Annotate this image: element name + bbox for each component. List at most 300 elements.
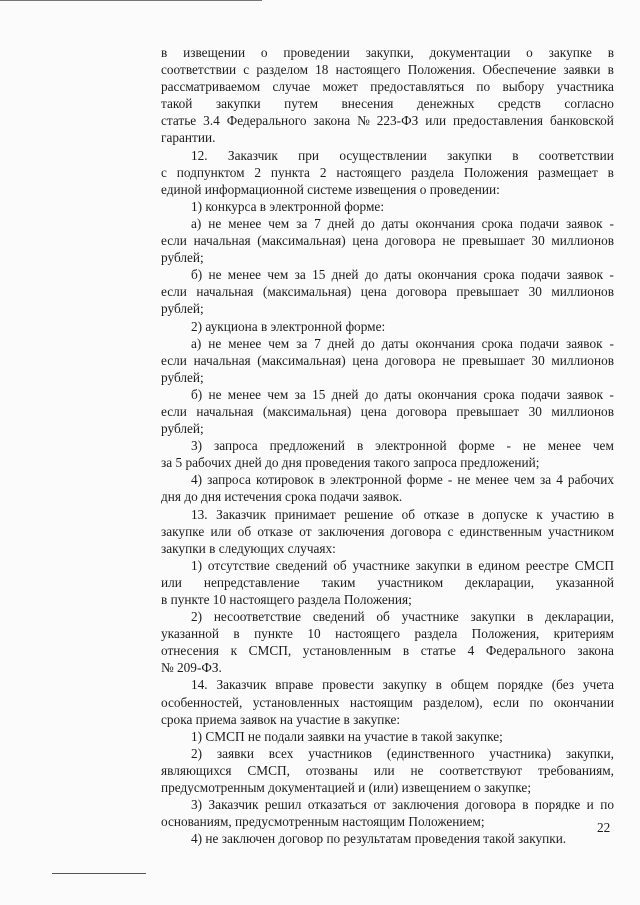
text-word: разделом [256, 62, 309, 78]
text-word: а) [191, 215, 202, 231]
text-word: об [237, 523, 252, 539]
text-word: 13. [191, 506, 208, 522]
text-word: электронной [375, 438, 447, 454]
text-line [161, 506, 614, 523]
text-word: 2) [191, 609, 203, 625]
text-word: закона [313, 113, 351, 129]
text-word: не [208, 267, 222, 283]
text-word: раздела [414, 626, 458, 642]
text-word: средств [497, 96, 541, 112]
text-word: допуске [482, 506, 528, 522]
text-word: если [493, 694, 520, 710]
text-word: в [512, 147, 519, 163]
text-word: единственным [459, 523, 542, 539]
text-line [161, 745, 614, 762]
text-word: чем [267, 267, 289, 283]
text-line [161, 283, 614, 300]
text-word: по [529, 694, 544, 710]
text-line: № 209-ФЗ. [161, 660, 222, 676]
text-word: особенностей, [161, 694, 243, 710]
text-word: закупки [470, 609, 516, 625]
text-word: до [361, 215, 375, 231]
text-word: рабочих [567, 472, 614, 488]
text-word: решил [264, 797, 302, 813]
text-word: в [435, 677, 442, 693]
text-word: миллионов [551, 284, 614, 300]
text-word: отказаться [307, 797, 368, 813]
text-word: 4 [467, 643, 475, 659]
text-word: даты [381, 335, 409, 351]
text-word: к [230, 643, 238, 659]
text-word: подпунктом [176, 164, 245, 180]
text-word: в [607, 164, 614, 180]
text-word: проведении [283, 45, 350, 60]
text-line [161, 694, 614, 711]
text-word: Заказчик [216, 506, 267, 522]
text-word: являющихся [161, 762, 232, 778]
text-line [161, 574, 614, 591]
text-line: дня до дня истечения срока подачи заявок. [161, 489, 403, 505]
text-word: требованиям, [537, 762, 614, 778]
text-line [161, 164, 614, 181]
text-word: договора [465, 797, 516, 813]
text-word: за [294, 386, 306, 402]
text-word: закупки, [565, 745, 614, 761]
text-word: окончания [415, 215, 475, 231]
text-word: окончании [553, 694, 614, 710]
text-word: превышает [456, 284, 520, 300]
text-word: 15 [312, 386, 326, 402]
text-word: не [410, 762, 424, 778]
text-word: указанной [556, 574, 614, 590]
text-word: 30 [528, 284, 542, 300]
text-word: договора [385, 233, 436, 249]
text-word: 3) [191, 797, 203, 813]
text-word: дней [331, 386, 359, 402]
text-word: закупки [447, 147, 492, 163]
text-word: за [296, 215, 308, 231]
text-word: чем [592, 438, 614, 454]
text-word: в [402, 643, 410, 659]
text-word: чем [268, 335, 290, 351]
text-line: гарантии. [161, 130, 216, 146]
text-word: указанной [161, 626, 219, 642]
text-word: даты [381, 215, 409, 231]
text-word: при [298, 147, 320, 163]
text-line: закупки в следующих случаях: [161, 540, 336, 556]
text-word: осуществлении [339, 147, 427, 163]
text-word: заключения [392, 797, 459, 813]
text-line: срока приема заявок на участие в закупке: [161, 711, 401, 727]
text-word: за [296, 335, 308, 351]
text-word: менее [227, 386, 262, 402]
text-word: 30 [531, 233, 545, 249]
text-line [161, 471, 614, 488]
text-word: срока [481, 215, 513, 231]
text-word: разделом), [423, 694, 483, 710]
text-line [161, 403, 614, 420]
text-line [161, 557, 614, 574]
text-word: срока [481, 335, 513, 351]
text-word: превышает [462, 233, 525, 249]
text-word: об [333, 557, 347, 573]
text-word: отказе [423, 506, 460, 522]
text-word: 30 [531, 352, 545, 368]
text-word: рассматриваемом [161, 79, 261, 95]
text-word: решение [344, 506, 394, 522]
text-word: Обеспечение [482, 62, 557, 78]
text-word: участнике [401, 609, 459, 625]
text-word: участнике [352, 557, 410, 573]
text-word: принимает [274, 506, 336, 522]
text-line: единой информационной системе извещения о проведении: [161, 181, 500, 197]
text-word: сведений [312, 609, 365, 625]
text-word: путем [284, 96, 319, 112]
text-word: - [609, 386, 614, 402]
text-word: начальная [193, 352, 251, 368]
text-word: настоящего [335, 62, 401, 78]
text-word: срока [483, 386, 515, 402]
text-word: Положения. [407, 62, 476, 78]
text-word: предложений [269, 438, 346, 454]
text-word: менее [228, 215, 262, 231]
text-line [161, 147, 614, 164]
text-word: цена [360, 284, 387, 300]
text-word: от [299, 523, 312, 539]
text-word: несоответствие [213, 609, 302, 625]
text-word: закупки, [365, 45, 414, 60]
text-word: в [356, 438, 364, 454]
text-word: не [442, 233, 456, 249]
text-line: 2) аукциона в электронной форме: [191, 318, 386, 334]
text-word: договора [396, 284, 447, 300]
text-word: (максимальная) [262, 284, 352, 300]
text-line: в пункте 10 настоящего раздела Положения; [161, 592, 412, 607]
text-word: миллионов [551, 403, 614, 419]
text-word: порядке [497, 677, 543, 693]
text-word: участию [551, 506, 600, 522]
text-word: отсутствие [207, 557, 270, 573]
text-word: участников [308, 745, 373, 761]
text-word: установленным [302, 643, 392, 659]
text-word: даты [384, 267, 412, 283]
text-word: форме [406, 472, 443, 488]
text-word: участником [548, 523, 614, 539]
text-word: в [161, 45, 168, 60]
text-line: 1) конкурса в электронной форме: [191, 198, 385, 214]
text-line: 1) СМСП не подали заявки на участие в такой закупке; [191, 728, 503, 744]
text-word: в [522, 797, 529, 813]
text-word: пункта [270, 164, 310, 180]
text-word: 10 [307, 626, 321, 642]
text-word: настоящего [335, 626, 401, 642]
text-word: по [600, 797, 614, 813]
text-word: менее [228, 335, 262, 351]
text-word: 2 [319, 164, 327, 180]
text-word: заявок [566, 335, 603, 351]
text-word: едином [478, 557, 520, 573]
text-line [161, 796, 614, 813]
text-word: даты [384, 386, 412, 402]
text-word: б) [191, 386, 203, 402]
text-word: или [425, 113, 447, 129]
text-word: выбору [502, 79, 545, 95]
text-word: в [607, 45, 614, 60]
text-word: 3.4 [203, 113, 220, 129]
text-word: заявок [566, 267, 604, 283]
text-word: в [233, 626, 240, 642]
text-word: в [527, 609, 534, 625]
text-word: банковской [550, 113, 614, 129]
text-word: а) [191, 335, 202, 351]
text-word: электронной [330, 472, 402, 488]
text-word: подачи [519, 215, 560, 231]
text-word: заявок [566, 215, 603, 231]
text-word: о [526, 45, 533, 60]
text-word: провести [322, 677, 374, 693]
text-word: декларации, [465, 574, 535, 590]
text-word: от [373, 797, 386, 813]
text-line [161, 232, 614, 249]
text-line [161, 523, 614, 540]
text-word: СМСП, [248, 643, 292, 659]
text-word: непредставление [203, 574, 300, 590]
text-word: 3) [191, 438, 203, 454]
text-word: - [447, 472, 453, 488]
text-word: срока [483, 267, 515, 283]
text-word: дней [327, 335, 355, 351]
text-word: пункте [254, 626, 293, 642]
text-word: цена [352, 233, 379, 249]
text-word: не [457, 472, 471, 488]
text-word: цена [352, 352, 379, 368]
text-line [161, 44, 614, 61]
text-word: не [208, 335, 222, 351]
text-word: закупку [382, 677, 427, 693]
text-word: превышает [456, 403, 520, 419]
text-line [161, 215, 614, 232]
text-line [161, 437, 614, 454]
text-word: участника) [489, 745, 552, 761]
text-word: критериям [553, 626, 614, 642]
text-word: Положения, [471, 626, 540, 642]
text-word: заявки [563, 62, 601, 78]
text-word: если [161, 403, 187, 419]
text-line: рублей; [161, 250, 204, 266]
text-word: реестре [525, 557, 569, 573]
text-word: настоящего [336, 164, 402, 180]
text-word: дней [327, 215, 355, 231]
text-line: 4) не заключен договор по результатам проведения такой закупки. [191, 831, 567, 847]
text-word: в [467, 506, 474, 522]
text-word: до [364, 267, 379, 283]
text-word: 2 [254, 164, 262, 180]
text-word: если [161, 352, 187, 368]
text-word: Положения [463, 164, 529, 180]
text-word: настоящим [349, 694, 413, 710]
text-word: если [161, 284, 187, 300]
text-word: и [586, 797, 594, 813]
text-line: рублей; [161, 369, 204, 385]
text-word: заявки [216, 745, 254, 761]
text-word: 7 [314, 335, 321, 351]
text-line [161, 266, 614, 283]
text-word: (максимальная) [257, 233, 346, 249]
text-line [161, 762, 614, 779]
text-word: (без [551, 677, 575, 693]
text-word: может [322, 79, 358, 95]
text-word: окончания [417, 267, 478, 283]
text-word: (единственного [386, 745, 475, 761]
text-word: заявок [566, 386, 604, 402]
text-word: СМСП, [247, 762, 290, 778]
text-word: отнесения [161, 643, 219, 659]
text-word: об [376, 609, 390, 625]
text-word: соответствуют [439, 762, 523, 778]
text-word: б) [191, 267, 203, 283]
text-word: 2) [191, 745, 203, 761]
text-word: не [442, 352, 456, 368]
text-word: 30 [528, 403, 542, 419]
text-word: Заказчик [216, 677, 267, 693]
text-word: начальная [193, 233, 251, 249]
text-word: менее [475, 472, 509, 488]
scan-top-edge-line [0, 0, 262, 1]
text-word: такой [161, 96, 193, 112]
text-line: основаниям, предусмотренным настоящим Положением; [161, 814, 485, 830]
text-word: (максимальная) [257, 352, 346, 368]
text-word: закупке [161, 523, 205, 539]
text-line [161, 608, 614, 625]
text-line [161, 112, 614, 129]
text-word: не [208, 386, 222, 402]
text-word: предоставления [453, 113, 544, 129]
text-word: Федерального [226, 113, 307, 129]
text-line [161, 335, 614, 352]
text-line [161, 642, 614, 659]
text-word: случае [272, 79, 311, 95]
text-word: Федерального [485, 643, 566, 659]
text-line [161, 625, 614, 642]
text-word: отказе [257, 523, 293, 539]
text-word: закона [577, 643, 614, 659]
text-word: миллионов [551, 233, 614, 249]
text-word: 4) [191, 472, 203, 488]
text-word: 1) [191, 557, 203, 573]
text-word: закупки [215, 96, 261, 112]
text-word: или [210, 523, 232, 539]
text-word: подачи [519, 335, 560, 351]
text-word: 18 [315, 62, 329, 78]
text-word: учета [582, 677, 614, 693]
text-word: - [609, 335, 614, 351]
text-line: за 5 рабочих дней до дня проведения такого запроса предложений; [161, 455, 540, 471]
text-word: до [364, 386, 379, 402]
text-word: с [161, 164, 167, 180]
text-word: подачи [520, 267, 561, 283]
text-word: в [607, 506, 614, 522]
text-word: с [447, 523, 454, 539]
text-word: раздела [411, 164, 454, 180]
text-word: общем [450, 677, 489, 693]
text-line: рублей; [161, 301, 204, 317]
text-word: окончания [417, 386, 478, 402]
text-word: внесения [341, 96, 394, 112]
text-word: закупке [548, 45, 592, 60]
text-word: 14. [191, 677, 208, 693]
text-word: денежных [416, 96, 475, 112]
text-word: с [243, 62, 250, 78]
text-word: статье [420, 643, 456, 659]
text-word: в [466, 557, 473, 573]
text-word: соответствии [538, 147, 614, 163]
text-word: - [609, 215, 614, 231]
text-word: Заказчик [208, 797, 259, 813]
document-body [161, 44, 614, 847]
text-word: котировок [255, 472, 314, 488]
text-word: 4 [556, 472, 563, 488]
text-word: порядке [534, 797, 581, 813]
text-word: миллионов [551, 352, 614, 368]
text-word: - [506, 438, 511, 454]
text-word: извещении [183, 45, 246, 60]
text-word: документации [429, 45, 511, 60]
text-word: если [161, 233, 187, 249]
page-number: 22 [597, 820, 611, 835]
text-word: дней [331, 267, 359, 283]
text-word: участника [556, 79, 614, 95]
text-line [161, 676, 614, 693]
text-word: декларации, [545, 609, 614, 625]
text-word: начальная [196, 403, 254, 419]
text-word: 15 [312, 267, 326, 283]
text-word: Заказчик [227, 147, 278, 163]
text-word: или [373, 762, 395, 778]
text-word: статье [161, 113, 197, 129]
text-word: договора [390, 523, 442, 539]
text-word: отозваны [305, 762, 358, 778]
text-word: вправе [275, 677, 314, 693]
text-line: рублей; [161, 421, 204, 437]
text-word: в [318, 472, 326, 488]
text-word: размещает [537, 164, 598, 180]
text-word: до [361, 335, 375, 351]
text-line [161, 61, 614, 78]
text-word: установленных [252, 694, 340, 710]
text-word: превышает [462, 352, 525, 368]
text-word: 223-ФЗ [376, 113, 419, 129]
text-word: чем [267, 386, 289, 402]
text-word: (максимальная) [262, 403, 352, 419]
text-word: к [536, 506, 543, 522]
text-word: или [161, 574, 182, 590]
text-word: по [476, 79, 491, 95]
text-word: не [522, 438, 536, 454]
text-word: форме [458, 438, 495, 454]
text-word: менее [547, 438, 581, 454]
text-word: об [401, 506, 416, 522]
text-word: договора [396, 403, 447, 419]
text-word: СМСП [574, 557, 614, 573]
text-word: договора [385, 352, 436, 368]
text-word: 12. [191, 147, 208, 163]
text-word: № [357, 113, 370, 129]
text-word: в [607, 62, 614, 78]
text-word: запроса [207, 472, 251, 488]
text-word: запроса [213, 438, 258, 454]
footnote-separator-line [52, 873, 146, 874]
text-word: не [208, 215, 222, 231]
